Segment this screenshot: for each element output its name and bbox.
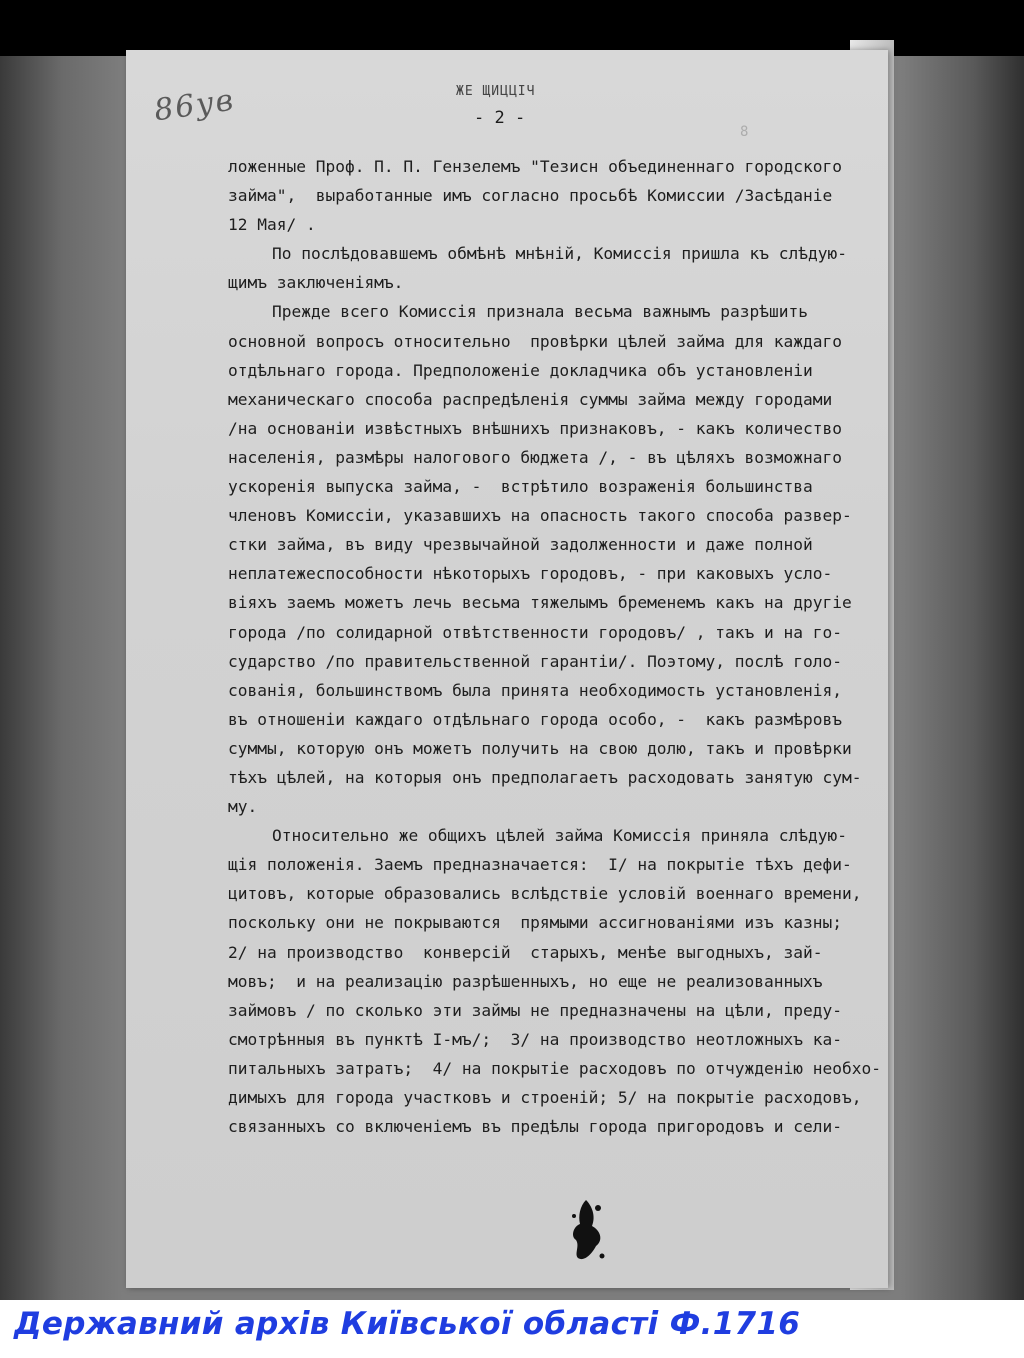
text-line: сударство /по правительственной гарантіи/. Поэтому, послѣ голо- <box>228 651 842 671</box>
text-line: тѣхъ цѣлей, на которыя онъ предполагаетъ расходовать занятую сум- <box>228 767 862 787</box>
text-line: му. <box>228 797 258 817</box>
text-line: неплатежеспособности нѣкоторыхъ городовъ, - при каковыхъ усло- <box>228 564 833 584</box>
text-line: сованія, большинствомъ была принята необходимость установленія, <box>228 680 842 700</box>
ink-blot-icon <box>566 1196 610 1266</box>
archive-caption: Державний архів Київської області Ф.1716 <box>14 1306 801 1342</box>
text-line: мовъ; и на реализацію разрѣшенныхъ, но еще не реализованныхъ <box>228 971 823 991</box>
page-number: - 2 - <box>474 108 526 128</box>
text-line: щимъ заключеніямъ. <box>228 273 404 293</box>
text-line: /на основаніи извѣстныхъ внѣшнихъ признаковъ, - какъ количество <box>228 418 842 438</box>
text-line: щія положенія. Заемъ предназначается: I/ на покрытіе тѣхъ дефи- <box>228 855 852 875</box>
text-line: членовъ Комиссіи, указавшихъ на опасность такого способа развер- <box>228 506 852 526</box>
text-line: 12 Мая/ . <box>228 215 316 235</box>
text-line: займовъ / по сколько эти займы не предназначены на цѣли, преду- <box>228 1000 842 1020</box>
handwritten-margin-note: 86ув <box>151 82 238 129</box>
text-line: суммы, которую онъ можетъ получить на свою долю, такъ и провѣрки <box>228 738 852 758</box>
text-line: населенія, размѣры налогового бюджета /, - въ цѣляхъ возможнаго <box>228 447 842 467</box>
text-line: механическаго способа распредѣленія суммы займа между городами <box>228 389 833 409</box>
text-line: цитовъ, которые образовались вслѣдствіе условій военнаго времени, <box>228 884 862 904</box>
text-line: ложенные Проф. П. П. Гензелемъ "Тезисн объединеннаго городского <box>228 157 842 176</box>
text-line: связанныхъ со включеніемъ въ предѣлы города пригородовъ и сели- <box>228 1117 842 1137</box>
typed-body-text <box>228 152 881 1141</box>
text-line: въ отношеніи каждаго отдѣльнаго города особо, - какъ размѣровъ <box>228 709 842 729</box>
text-line: ускоренія выпуска займа, - встрѣтило возраженія большинства <box>228 477 813 497</box>
text-line: питальныхъ затратъ; 4/ на покрытіе расходовъ по отчужденію необхо- <box>228 1058 881 1078</box>
text-line: димыхъ для города участковъ и строеній; 5/ на покрытіе расходовъ, <box>228 1088 862 1107</box>
text-line: Прежде всего Комиссія признала весьма важнымъ разрѣшить <box>272 302 809 322</box>
text-line: По послѣдовавшемъ обмѣнѣ мнѣній, Комиссія пришла къ слѣдую- <box>272 244 847 264</box>
text-line: стки займа, въ виду чрезвычайной задолженности и даже полной <box>228 535 813 555</box>
bleed-through-mark: 8 <box>740 124 749 140</box>
text-line: Относительно же общихъ цѣлей займа Комиссія приняла слѣдую- <box>272 826 847 846</box>
text-line: города /по солидарной отвѣтственности городовъ/ , такъ и на го- <box>228 622 842 642</box>
text-line: смотрѣнныя въ пунктѣ I-мъ/; 3/ на производство неотложныхъ ка- <box>228 1029 842 1049</box>
text-line: отдѣльнаго города. Предположеніе докладчика объ установленіи <box>228 360 813 380</box>
text-line: віяхъ заемъ можетъ лечь весьма тяжелымъ бременемъ какъ на другіе <box>228 593 852 613</box>
text-line: основной вопросъ относительно провѣрки цѣлей займа для каждаго <box>228 331 842 351</box>
faint-stamp-text: ЖЕ ЩИЦЦІЧ <box>456 84 536 99</box>
text-line: 2/ на производство конверсій старыхъ, менѣе выгодныхъ, зай- <box>228 942 823 962</box>
text-line: займа", выработанные имъ согласно просьбѣ Комиссии /Засѣданіе <box>228 186 833 206</box>
text-line: поскольку они не покрываются прямыми ассигнованіями изъ казны; <box>228 913 842 933</box>
